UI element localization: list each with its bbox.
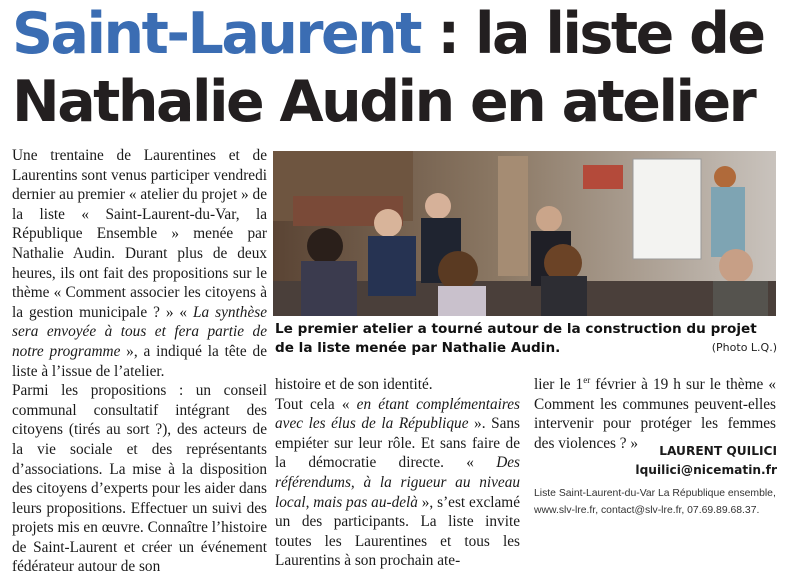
headline-line2: Nathalie Audin en atelier (12, 69, 755, 135)
text-run: ». Sans empiéter sur leur rôle. Et sans faire de la démocratie directe. « (275, 415, 520, 472)
photo-caption: Le premier atelier a tourné autour de la construction du projet de la liste menée par Nathalie Audin. (275, 321, 757, 356)
text-run: février à 19 h sur le thème « Comment les communes peuvent-elles intervenir pour protéger les femmes des violences ? » (534, 376, 776, 452)
paragraph (12, 146, 267, 381)
article-photo (273, 151, 776, 316)
text-run: lier le 1 (534, 376, 584, 393)
text-run: Une trentaine de Laurentines et de Laurentins sont venus participer vendredi dernier au premier « atelier du projet » de la liste « Saint-Laurent-du-Var, la République Ensemble » menée par Nathalie Audin. Durant plus de deux heures, ils ont fait des propositions sur le thème « Comment associer les citoyens à la gestion municipale ? » « (12, 147, 267, 321)
headline-place: Saint-Laurent (12, 1, 420, 67)
author-name: LAURENT QUILICI (659, 444, 777, 458)
paragraph: Parmi les propositions : un conseil communal consultatif intégrant des citoyens (tirés au sort ?), des acteurs de la vie sociale et des représentants d’associations. La mise à la disposition des citoyens d’experts pour les aider dans leurs propositions. Effectuer un suivi des projets mis en œuvre. Connaître l’histoire de Saint-Laurent et créer un événement fédérateur autour de son (12, 382, 267, 576)
text-run: », s’est exclamé un des participants. La liste invite toutes les Laurentines et tous les Laurentins à son prochain ate- (275, 493, 520, 570)
superscript: er (583, 374, 591, 385)
headline (12, 0, 782, 136)
text-run: », a indiqué la tête de liste à l’issue de l’atelier. (12, 342, 267, 380)
text-run: Tout cela « (275, 395, 357, 413)
meeting-photo-illustration (273, 151, 776, 316)
quote: La synthèse sera envoyée à tous et fera partie de notre programme (12, 303, 267, 360)
article-column-2 (275, 375, 520, 571)
paragraph: histoire et de son identité. (275, 376, 433, 393)
author-email: lquilici@nicematin.fr (635, 463, 777, 477)
photo-credit: (Photo L.Q.) (711, 341, 777, 354)
headline-rest: : la liste de (420, 1, 764, 67)
contact-info: Liste Saint-Laurent-du-Var La République ensemble, www.slv-lre.fr, contact@slv-lre.fr, 07.69.89.68.37. (534, 488, 776, 516)
quote: en étant complémentaires avec les élus de la République (275, 395, 521, 433)
article-column-1 (12, 146, 267, 577)
author-byline (635, 442, 777, 480)
quote: Des référendums, à la rigueur au niveau local, mais pas au-delà (275, 454, 520, 511)
paragraph (275, 395, 520, 571)
